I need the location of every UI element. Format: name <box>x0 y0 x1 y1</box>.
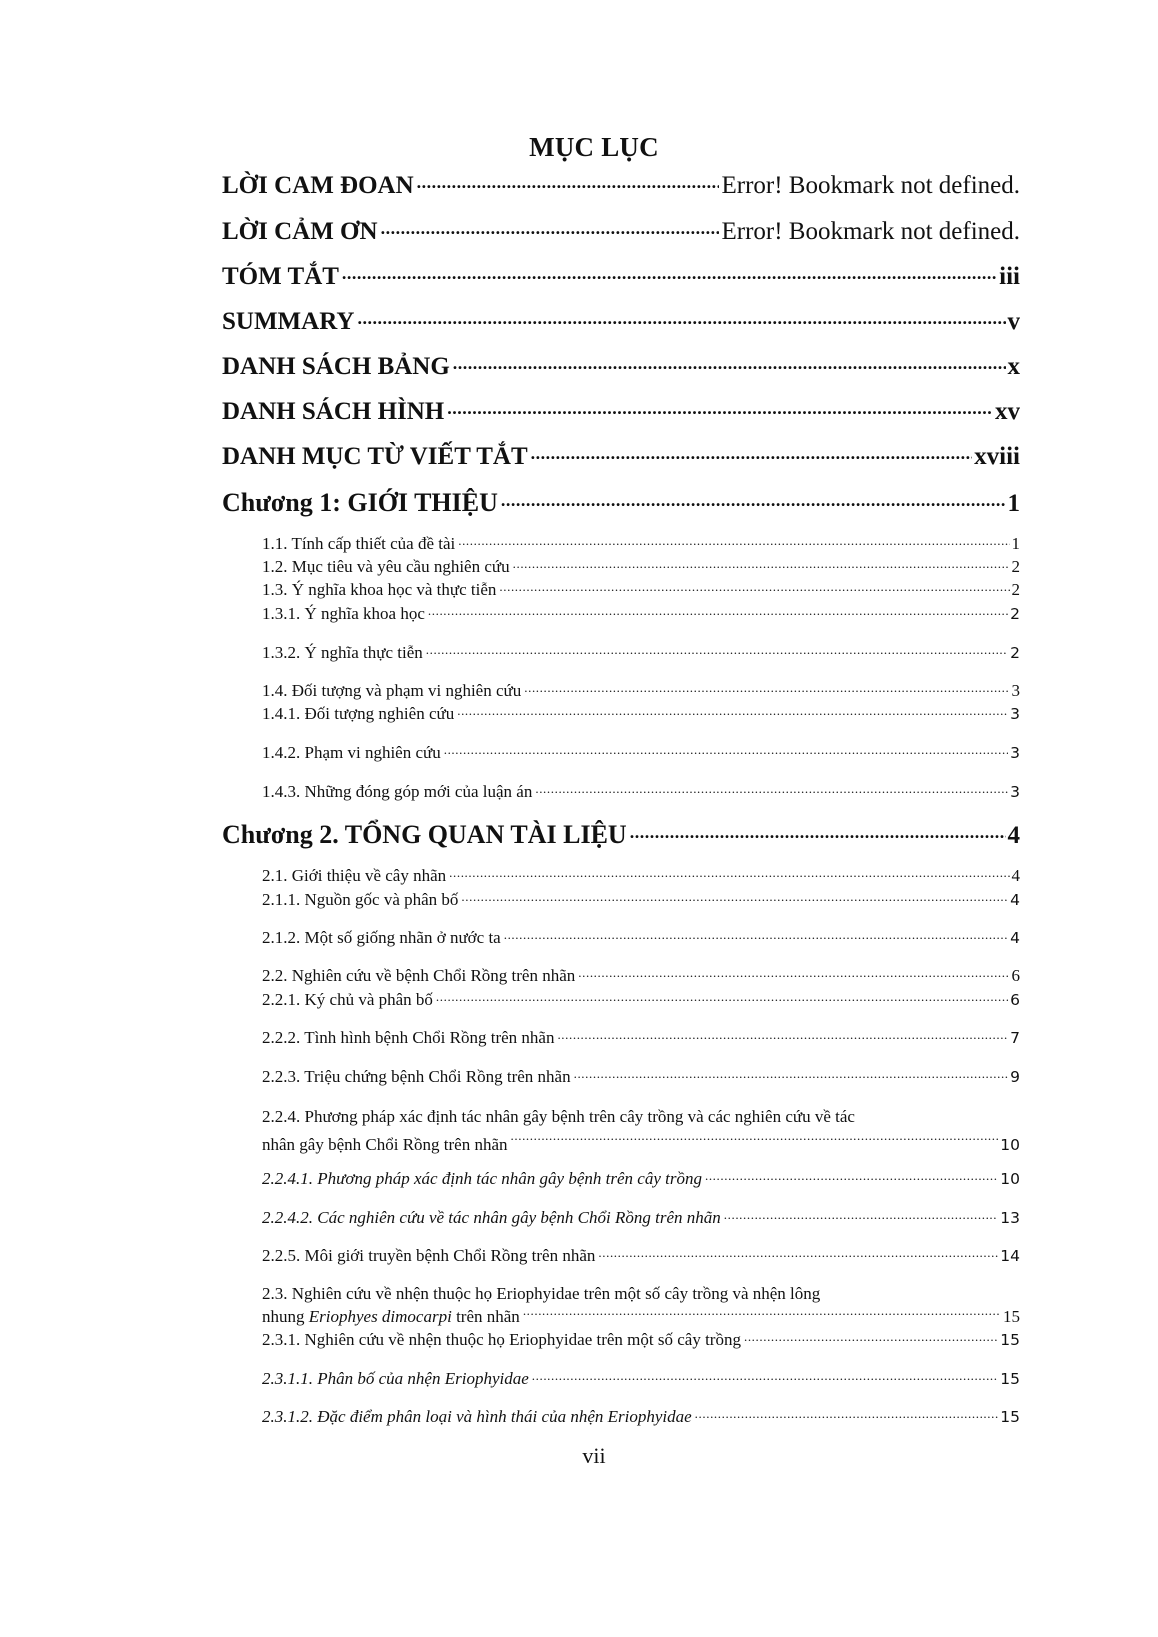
toc-entry-page: 2 <box>1010 605 1020 623</box>
toc-entry-page: 15 <box>1000 1331 1020 1349</box>
toc-section-1-4[interactable] <box>262 681 1020 703</box>
toc-entry-danh-sach-hinh[interactable] <box>222 398 1020 430</box>
toc-entry-label: 2.3.1.2. Đặc điểm phân loại và hình thái của nhện Eriophyidae <box>262 1407 692 1426</box>
toc-section-1-3-1[interactable] <box>262 604 1020 626</box>
toc-entry-label: 2.2.2. Tình hình bệnh Chổi Rồng trên nhãn <box>262 1028 555 1047</box>
toc-entry-page: 6 <box>1011 966 1020 985</box>
toc-section-2-2[interactable] <box>262 966 1020 988</box>
toc-chapter-1[interactable] <box>222 488 1020 520</box>
dot-leader <box>342 264 997 284</box>
dot-leader <box>457 705 1008 719</box>
dot-leader <box>574 1068 1009 1082</box>
dot-leader <box>504 929 1008 943</box>
toc-entry-label: DANH MỤC TỪ VIẾT TẮT <box>222 443 528 470</box>
toc-entry-label: 1.2. Mục tiêu và yêu cầu nghiên cứu <box>262 557 510 576</box>
toc-entry-label: 1.3.1. Ý nghĩa khoa học <box>262 604 425 623</box>
toc-entry-page: 2 <box>1011 557 1020 576</box>
toc-entry-label: 2.2.4. Phương pháp xác định tác nhân gây bệnh trên cây trồng và các nghiên cứu về tác <box>262 1107 855 1126</box>
dot-leader <box>436 991 1008 1005</box>
toc-entry-label: TÓM TẮT <box>222 263 339 290</box>
toc-entry-page: 3 <box>1011 681 1020 700</box>
dot-leader <box>501 491 1006 511</box>
toc-entry-page: 2 <box>1011 580 1020 599</box>
toc-entry-page: 4 <box>1010 891 1020 909</box>
toc-section-2-3-1[interactable] <box>262 1330 1020 1352</box>
toc-entry-page: Error! Bookmark not defined. <box>721 172 1020 199</box>
toc-section-2-2-4[interactable] <box>262 1103 1020 1155</box>
toc-entry-label: 1.4. Đối tượng và phạm vi nghiên cứu <box>262 681 522 700</box>
toc-entry-page: 9 <box>1010 1068 1020 1086</box>
toc-entry-label: LỜI CAM ĐOAN <box>222 172 414 199</box>
dot-leader <box>523 1308 1001 1322</box>
toc-entry-loi-cam-on[interactable] <box>222 218 1020 250</box>
toc-entry-label: 2.2.4.2. Các nghiên cứu về tác nhân gây bệnh Chổi Rồng trên nhãn <box>262 1208 721 1227</box>
dot-leader <box>535 783 1008 797</box>
toc-entry-page: 15 <box>1000 1370 1020 1388</box>
dot-leader <box>532 1370 999 1384</box>
label-prefix: nhung <box>262 1307 309 1326</box>
toc-entry-page: 13 <box>1000 1209 1020 1227</box>
toc-entry-label: 2.1. Giới thiệu về cây nhãn <box>262 866 447 885</box>
toc-entry-page: 1 <box>1007 490 1020 517</box>
toc-entry-page: 6 <box>1010 991 1020 1009</box>
toc-entry-page: 7 <box>1010 1029 1020 1047</box>
toc-entry-page: 2 <box>1010 644 1020 662</box>
toc-entry-page: 14 <box>1000 1247 1020 1265</box>
toc-entry-label-cont <box>262 1305 520 1328</box>
page-number-footer: vii <box>582 1443 606 1468</box>
toc-chapter-2[interactable] <box>222 820 1020 852</box>
dot-leader <box>381 219 720 239</box>
toc-section-2-1[interactable] <box>262 866 1020 888</box>
toc-section-2-2-2[interactable] <box>262 1028 1020 1050</box>
dot-leader <box>531 444 973 464</box>
toc-entry-page: 4 <box>1010 929 1020 947</box>
page-title: MỤC LỤC <box>529 132 659 162</box>
dot-leader <box>724 1209 999 1223</box>
toc-entry-line2 <box>262 1305 1020 1328</box>
toc-entry-page: 3 <box>1010 783 1020 801</box>
toc-entry-page: iii <box>999 263 1020 290</box>
toc-entry-label: 2.3. Nghiên cứu về nhện thuộc họ Eriophyidae trên một số cây trồng và nhện lông <box>262 1284 821 1303</box>
toc-section-2-3-1-1[interactable] <box>262 1369 1020 1391</box>
toc-entry-label: 1.4.1. Đối tượng nghiên cứu <box>262 704 455 723</box>
dot-leader <box>695 1408 999 1422</box>
toc-section-2-3[interactable] <box>262 1282 1020 1328</box>
dot-leader <box>705 1170 998 1184</box>
toc-entry-label: 1.3. Ý nghĩa khoa học và thực tiễn <box>262 580 497 599</box>
dot-leader <box>598 1247 998 1261</box>
toc-section-1-1[interactable] <box>262 534 1020 556</box>
toc-entry-label: 2.2.5. Môi giới truyền bệnh Chổi Rồng trên nhãn <box>262 1246 596 1265</box>
toc-section-2-2-4-2[interactable] <box>262 1208 1020 1230</box>
toc-entry-page: 1 <box>1011 534 1020 553</box>
toc-entry-label: Chương 1: GIỚI THIỆU <box>222 488 498 517</box>
toc-entry-page: Error! Bookmark not defined. <box>721 218 1020 245</box>
dot-leader <box>513 558 1010 572</box>
dot-leader <box>449 867 1009 881</box>
dot-leader <box>630 823 1006 843</box>
dot-leader <box>499 581 1009 595</box>
dot-leader <box>357 309 1005 329</box>
toc-section-2-2-4-1[interactable] <box>262 1169 1020 1191</box>
toc-entry-label: 2.3.1. Nghiên cứu về nhện thuộc họ Eriophyidae trên một số cây trồng <box>262 1330 741 1349</box>
toc-entry-page: 3 <box>1010 744 1020 762</box>
toc-entry-page: xviii <box>974 443 1020 470</box>
toc-entry-page: 15 <box>1000 1408 1020 1426</box>
dot-leader <box>578 967 1009 981</box>
species-name: Eriophyes dimocarpi <box>308 1307 452 1326</box>
toc-section-2-2-5[interactable] <box>262 1246 1020 1268</box>
toc-section-1-2[interactable] <box>262 557 1020 579</box>
toc-entry-page: 4 <box>1011 866 1020 885</box>
toc-section-1-4-2[interactable] <box>262 743 1020 765</box>
toc-entry-summary[interactable] <box>222 308 1020 340</box>
toc-entry-label: 2.2.4.1. Phương pháp xác định tác nhân gây bệnh trên cây trồng <box>262 1169 702 1188</box>
toc-entry-danh-sach-bang[interactable] <box>222 353 1020 385</box>
dot-leader <box>447 399 993 419</box>
toc-entry-label: 2.1.2. Một số giống nhãn ở nước ta <box>262 928 501 947</box>
dot-leader <box>524 682 1009 696</box>
toc-entry-label: DANH SÁCH BẢNG <box>222 353 450 380</box>
toc-section-2-1-2[interactable] <box>262 928 1020 950</box>
dot-leader <box>511 1136 999 1150</box>
toc-entry-label: 1.4.2. Phạm vi nghiên cứu <box>262 743 441 762</box>
toc-entry-label: 1.3.2. Ý nghĩa thực tiễn <box>262 643 423 662</box>
toc-entry-label: SUMMARY <box>222 308 355 335</box>
toc-section-1-4-3[interactable] <box>262 782 1020 804</box>
dot-leader <box>458 535 1009 549</box>
toc-entry-tom-tat[interactable] <box>222 263 1020 295</box>
toc-entry-page: v <box>1007 308 1020 335</box>
toc-entry-label: DANH SÁCH HÌNH <box>222 398 445 425</box>
toc-entry-label: 1.4.3. Những đóng góp mới của luận án <box>262 782 533 801</box>
dot-leader <box>744 1331 998 1345</box>
dot-leader <box>426 644 1008 658</box>
toc-entry-label: 2.2.1. Ký chủ và phân bố <box>262 990 433 1009</box>
toc-entry-label: 2.2.3. Triệu chứng bệnh Chổi Rồng trên nhãn <box>262 1067 571 1086</box>
dot-leader <box>417 173 720 193</box>
dot-leader <box>461 891 1008 905</box>
toc-entry-danh-muc-tu-viet-tat[interactable] <box>222 443 1020 475</box>
label-suffix: trên nhãn <box>451 1307 520 1326</box>
toc-entry-page: 3 <box>1010 705 1020 723</box>
toc-entry-label: LỜI CẢM ƠN <box>222 218 378 245</box>
toc-entry-page: x <box>1007 353 1020 380</box>
toc-entry-label: Chương 2. TỔNG QUAN TÀI LIỆU <box>222 820 627 849</box>
toc-entry-label-cont: nhân gây bệnh Chổi Rồng trên nhãn <box>262 1135 508 1154</box>
toc-entry-label: 2.2. Nghiên cứu về bệnh Chổi Rồng trên nhãn <box>262 966 576 985</box>
toc-section-1-3-2[interactable] <box>262 643 1020 665</box>
toc-section-2-3-1-2[interactable] <box>262 1407 1020 1429</box>
dot-leader <box>428 605 1008 619</box>
toc-entry-page: 10 <box>1000 1136 1020 1154</box>
toc-section-2-1-1[interactable] <box>262 890 1020 912</box>
toc-entry-page: xv <box>995 398 1020 425</box>
toc-section-2-2-3[interactable] <box>262 1067 1020 1089</box>
toc-section-1-3[interactable] <box>262 580 1020 602</box>
toc-entry-label: 1.1. Tính cấp thiết của đề tài <box>262 534 456 553</box>
toc-entry-page: 15 <box>1003 1307 1020 1326</box>
dot-leader <box>557 1029 1008 1043</box>
toc-section-1-4-1[interactable] <box>262 704 1020 726</box>
dot-leader <box>444 744 1008 758</box>
toc-entry-page: 4 <box>1007 822 1020 849</box>
toc-entry-label: 2.1.1. Nguồn gốc và phân bố <box>262 890 459 909</box>
toc-entry-loi-cam-doan[interactable] <box>222 172 1020 204</box>
toc-section-2-2-1[interactable] <box>262 990 1020 1012</box>
dot-leader <box>453 354 1006 374</box>
toc-entry-label: 2.3.1.1. Phân bố của nhện Eriophyidae <box>262 1369 529 1388</box>
toc-entry-line2 <box>262 1131 1020 1159</box>
toc-entry-page: 10 <box>1000 1170 1020 1188</box>
